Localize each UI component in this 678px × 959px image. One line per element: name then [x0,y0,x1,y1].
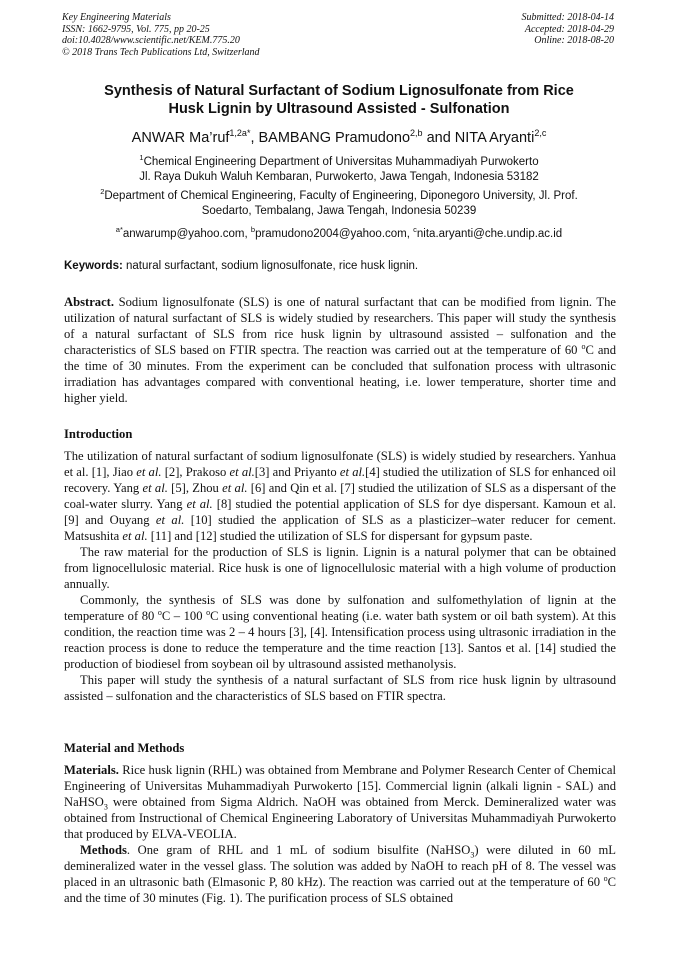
author-separator: and [422,129,455,146]
abstract [64,294,616,406]
email-3-mark: c [413,225,417,234]
keywords [64,259,616,274]
subscript: 3 [470,850,475,860]
text-run: . One gram of RHL and 1 mL of sodium bisulfite (NaHSO [126,843,471,857]
author-1-affil: 1,2a* [229,128,251,138]
italic-run: et al. [186,497,213,511]
title-line-2: Husk Lignin by Ultrasound Assisted - Sulfonation [168,101,510,117]
materials-label: Materials. [64,763,119,777]
abstract-text-2: C and the time of 30 minutes. From the experiment can be concluded that sulfonation process with ultrasonic irradiation has advantages compared with conventional heating, i.e. lower temperature, shorter time and higher yield. [64,343,616,405]
author-2-name: BAMBANG Pramudono [258,129,411,146]
dates-header [522,12,615,47]
italic-run: et al. [142,481,168,495]
online-date: Online: 2018-08-20 [534,35,614,46]
italic-run: et al. [122,529,148,543]
text-run: The utilization of natural surfactant of sodium lignosulfonate (SLS) is widely studied by researchers. Yanhua et al. [1], Jiao [64,449,616,479]
degree-mark: o [157,607,162,617]
affiliation-2-line-1: Department of Chemical Engineering, Faculty of Engineering, Diponegoro University, Jl. Prof. [104,189,578,202]
doi[interactable]: doi:10.4028/www.scientific.net/KEM.775.20 [62,35,240,46]
text-run: [4] studied the utilization of SLS for enhanced oil recovery. Yang [64,465,616,495]
text-run: [10] studied the application of SLS as a plasticizer–water reducer for cement. Matsushita [64,513,616,543]
keywords-text: natural surfactant, sodium lignosulfonate, rice husk lignin. [122,260,419,272]
italic-run: et al. [222,481,248,495]
section-heading-methods: Material and Methods [64,741,185,755]
methods-label: Methods [80,843,127,857]
section-heading-introduction: Introduction [64,427,133,441]
author-separator: , [250,129,259,146]
abstract-text-1: Sodium lignosulfonate (SLS) is one of natural surfactant that can be modified from lignin. The utilization of natural surfactant of SLS is widely studied by researchers. This paper will study the synthesis of a natural surfactant of SLS from rice husk lignin by ultrasound assisted – sulfonation and the characteristics of SLS based on FTIR spectra. The reaction was carried out at the temperature of 60 [64,295,616,357]
affiliation-1-line-1: Chemical Engineering Department of Universitas Muhammadiyah Purwokerto [143,155,539,168]
email-2-mark: b [250,225,256,234]
intro-paragraph-4: This paper will study the synthesis of a natural surfactant of SLS from rice husk lignin by ultrasound assisted – sulfonation and the characteristics of SLS based on FTIR spectra. [64,673,616,703]
author-3-name: NITA Aryanti [454,129,535,146]
text-run: C and the time of 30 minutes (Fig. 1). The purification process of SLS obtained [64,875,616,905]
affiliation-1-line-2: Jl. Raya Dukuh Waluh Kembaran, Purwokerto, Jawa Tengah, Indonesia 53182 [139,170,539,183]
text-run: [8] studied the potential application of SLS for dye dispersant. Kamoun et al. [9] and Ouyang [64,497,617,527]
issn: ISSN: 1662-9795, Vol. 775, pp 20-25 [62,23,210,35]
intro-paragraph-1 [64,448,616,544]
degree-mark: o [603,873,608,883]
text-run: were obtained from Sigma Aldrich. NaOH was obtained from Merck. Demineralized water was obtained from Instructional of Chemical Engineering Laboratory of Universitas Muhammadiyah Purwokerto that produced by ELVA-VEOLIA. [64,795,616,841]
author-emails [60,222,618,242]
copyright: © 2018 Trans Tech Publications Ltd, Switzerland [62,46,260,58]
accepted-date: Accepted: 2018-04-29 [524,23,614,35]
abstract-label: Abstract. [64,295,115,309]
text-run: C – 100 [161,609,207,623]
affiliation-1-mark: 1 [139,153,144,162]
methods-body [64,762,616,906]
italic-run: et al. [339,465,366,479]
affiliation-2 [60,184,618,219]
email-1-mark: a* [115,225,123,234]
subscript: 3 [103,802,108,812]
keywords-label: Keywords: [64,260,123,272]
affiliation-1 [60,150,618,185]
paper-title [60,82,618,118]
text-run: [2], Prakoso [161,465,230,479]
text-run: Rice husk lignin (RHL) was obtained from Membrane and Polymer Research Center of Chemical Engineering of Universitas Muhammadiyah Purwokerto [15]. Commercial lignin (alkali lignin - SAL) and NaHSO [64,763,616,809]
journal-name: Key Engineering Materials [62,12,171,23]
author-1-name: ANWAR Ma’ruf [131,129,230,146]
methods-paragraph-materials [64,762,616,842]
author-list [60,124,618,147]
journal-header [62,12,260,58]
text-run: [3] and Priyanto [254,465,340,479]
italic-run: et al. [136,465,162,479]
text-run: [5], Zhou [167,481,223,495]
submitted-date: Submitted: 2018-04-14 [521,12,614,23]
email-1[interactable]: anwarump@yahoo.com, [122,227,251,240]
text-run: Commonly, the synthesis of SLS was done by sulfonation and sulfomethylation of lignin at the temperature of 80 [64,593,616,623]
email-2[interactable]: pramudono2004@yahoo.com, [255,227,414,240]
introduction-body [64,448,616,704]
intro-paragraph-3 [64,592,616,672]
degree-mark: o [206,607,211,617]
title-line-1: Synthesis of Natural Surfactant of Sodium Lignosulfonate from Rice [104,83,574,99]
degree-mark: o [581,341,586,351]
text-run: C using conventional heating (i.e. water bath system or oil bath system). At this condition, the reaction time was 2 – 4 hours [3], [4]. Intensification process using ultrasonic irradiation in the reaction process is done to reduce the temperature and the time reaction [13]. Santos et al. [14] studied the production of biodiesel from soybean oil by ultrasound assisted methanolysis. [64,609,616,671]
affiliation-2-line-2: Soedarto, Tembalang, Jawa Tengah, Indonesia 50239 [201,204,477,217]
text-run: ) were diluted in 60 mL demineralized water in the vessel glass. The solution was added by NaOH to reach pH of 8. The vessel was placed in an ultrasonic bath (Elmasonic P, 80 kHz). The reaction was carried out at the temperature of 60 [64,843,616,889]
author-3-affil: 2,c [534,128,547,138]
text-run: [11] and [12] studied the utilization of SLS for dispersant for gypsum paste. [147,529,533,543]
italic-run: et al. [229,465,255,479]
methods-paragraph-methods [64,842,616,906]
intro-paragraph-2: The raw material for the production of SLS is lignin. Lignin is a natural polymer that can be obtained from lignocellulosic material. Rice husk is one of lignocellulosic material with a high volume of production annually. [64,545,616,591]
author-2-affil: 2,b [410,128,423,138]
italic-run: et al. [155,513,185,527]
email-3[interactable]: nita.aryanti@che.undip.ac.id [416,227,563,240]
text-run: [6] and Qin et al. [7] studied the utilization of SLS as a dispersant of the coal-water slurry. Yang [64,481,616,511]
affiliation-2-mark: 2 [100,187,105,196]
